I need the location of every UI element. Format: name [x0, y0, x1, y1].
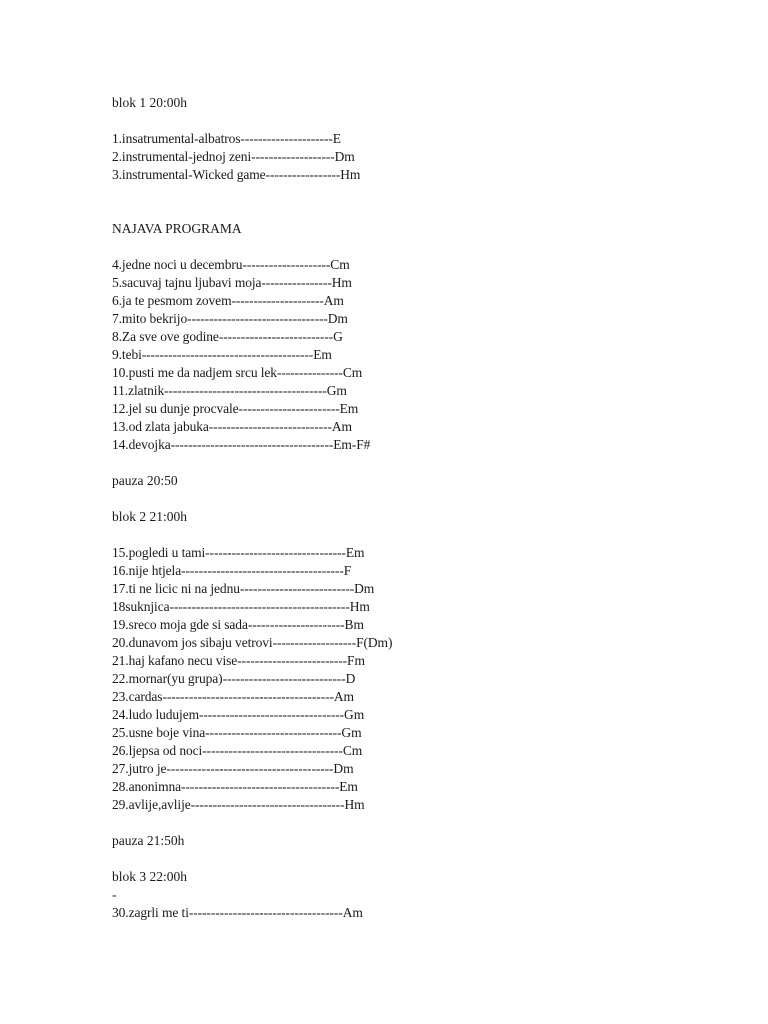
song-line: 6.ja te pesmom zovem---------------------Am — [112, 293, 344, 308]
block-1-heading: blok 1 20:00h — [112, 95, 188, 110]
block-2-list — [112, 544, 732, 814]
block-3-heading: blok 3 22:00h — [112, 869, 188, 884]
song-line: 23.cardas---------------------------------------Am — [112, 689, 354, 704]
block-2-heading: blok 2 21:00h — [112, 509, 188, 524]
block-3-list — [112, 904, 732, 922]
song-line: 2.instrumental-jednoj zeni-------------------Dm — [112, 149, 355, 164]
song-line: 13.od zlata jabuka----------------------------Am — [112, 419, 352, 434]
song-line: 22.mornar(yu grupa)----------------------------D — [112, 671, 356, 686]
song-line: 4.jedne noci u decembru--------------------Cm — [112, 257, 350, 272]
spacer — [112, 238, 732, 256]
song-line: 11.zlatnik-------------------------------------Gm — [112, 383, 347, 398]
spacer — [112, 814, 732, 832]
song-line: 20.dunavom jos sibaju vetrovi-------------------F(Dm) — [112, 635, 393, 650]
song-line: 15.pogledi u tami--------------------------------Em — [112, 545, 365, 560]
spacer — [112, 184, 732, 220]
block-1-list — [112, 130, 732, 184]
spacer — [112, 112, 732, 130]
song-line: 25.usne boje vina-------------------------------Gm — [112, 725, 362, 740]
song-line: 17.ti ne licic ni na jednu--------------------------Dm — [112, 581, 375, 596]
song-line: 28.anonimna------------------------------------Em — [112, 779, 358, 794]
song-line: 27.jutro je--------------------------------------Dm — [112, 761, 354, 776]
pause-1: pauza 20:50 — [112, 473, 178, 488]
song-line: 14.devojka-------------------------------------Em-F# — [112, 437, 371, 452]
song-line: 26.ljepsa od noci--------------------------------Cm — [112, 743, 363, 758]
song-line: 16.nije htjela-------------------------------------F — [112, 563, 352, 578]
spacer — [112, 526, 732, 544]
song-line: 5.sacuvaj tajnu ljubavi moja----------------Hm — [112, 275, 352, 290]
song-line: 29.avlije,avlije-----------------------------------Hm — [112, 797, 365, 812]
spacer — [112, 454, 732, 472]
song-line: 12.jel su dunje procvale-----------------------Em — [112, 401, 359, 416]
song-line: 21.haj kafano necu vise-------------------------Fm — [112, 653, 365, 668]
song-line: 30.zagrli me ti-----------------------------------Am — [112, 905, 363, 920]
song-line: 3.instrumental-Wicked game-----------------Hm — [112, 167, 361, 182]
block-3-dash: - — [112, 887, 117, 902]
program-list — [112, 256, 732, 454]
song-line: 10.pusti me da nadjem srcu lek---------------Cm — [112, 365, 363, 380]
program-announcement: NAJAVA PROGRAMA — [112, 221, 242, 236]
song-line: 8.Za sve ove godine--------------------------G — [112, 329, 343, 344]
song-line: 18suknjica-----------------------------------------Hm — [112, 599, 370, 614]
setlist-document — [112, 94, 732, 922]
song-line: 7.mito bekrijo--------------------------------Dm — [112, 311, 348, 326]
song-line: 19.sreco moja gde si sada----------------------Bm — [112, 617, 364, 632]
song-line: 24.ludo ludujem---------------------------------Gm — [112, 707, 365, 722]
pause-2: pauza 21:50h — [112, 833, 185, 848]
song-line: 9.tebi---------------------------------------Em — [112, 347, 332, 362]
spacer — [112, 490, 732, 508]
spacer — [112, 850, 732, 868]
song-line: 1.insatrumental-albatros---------------------E — [112, 131, 341, 146]
